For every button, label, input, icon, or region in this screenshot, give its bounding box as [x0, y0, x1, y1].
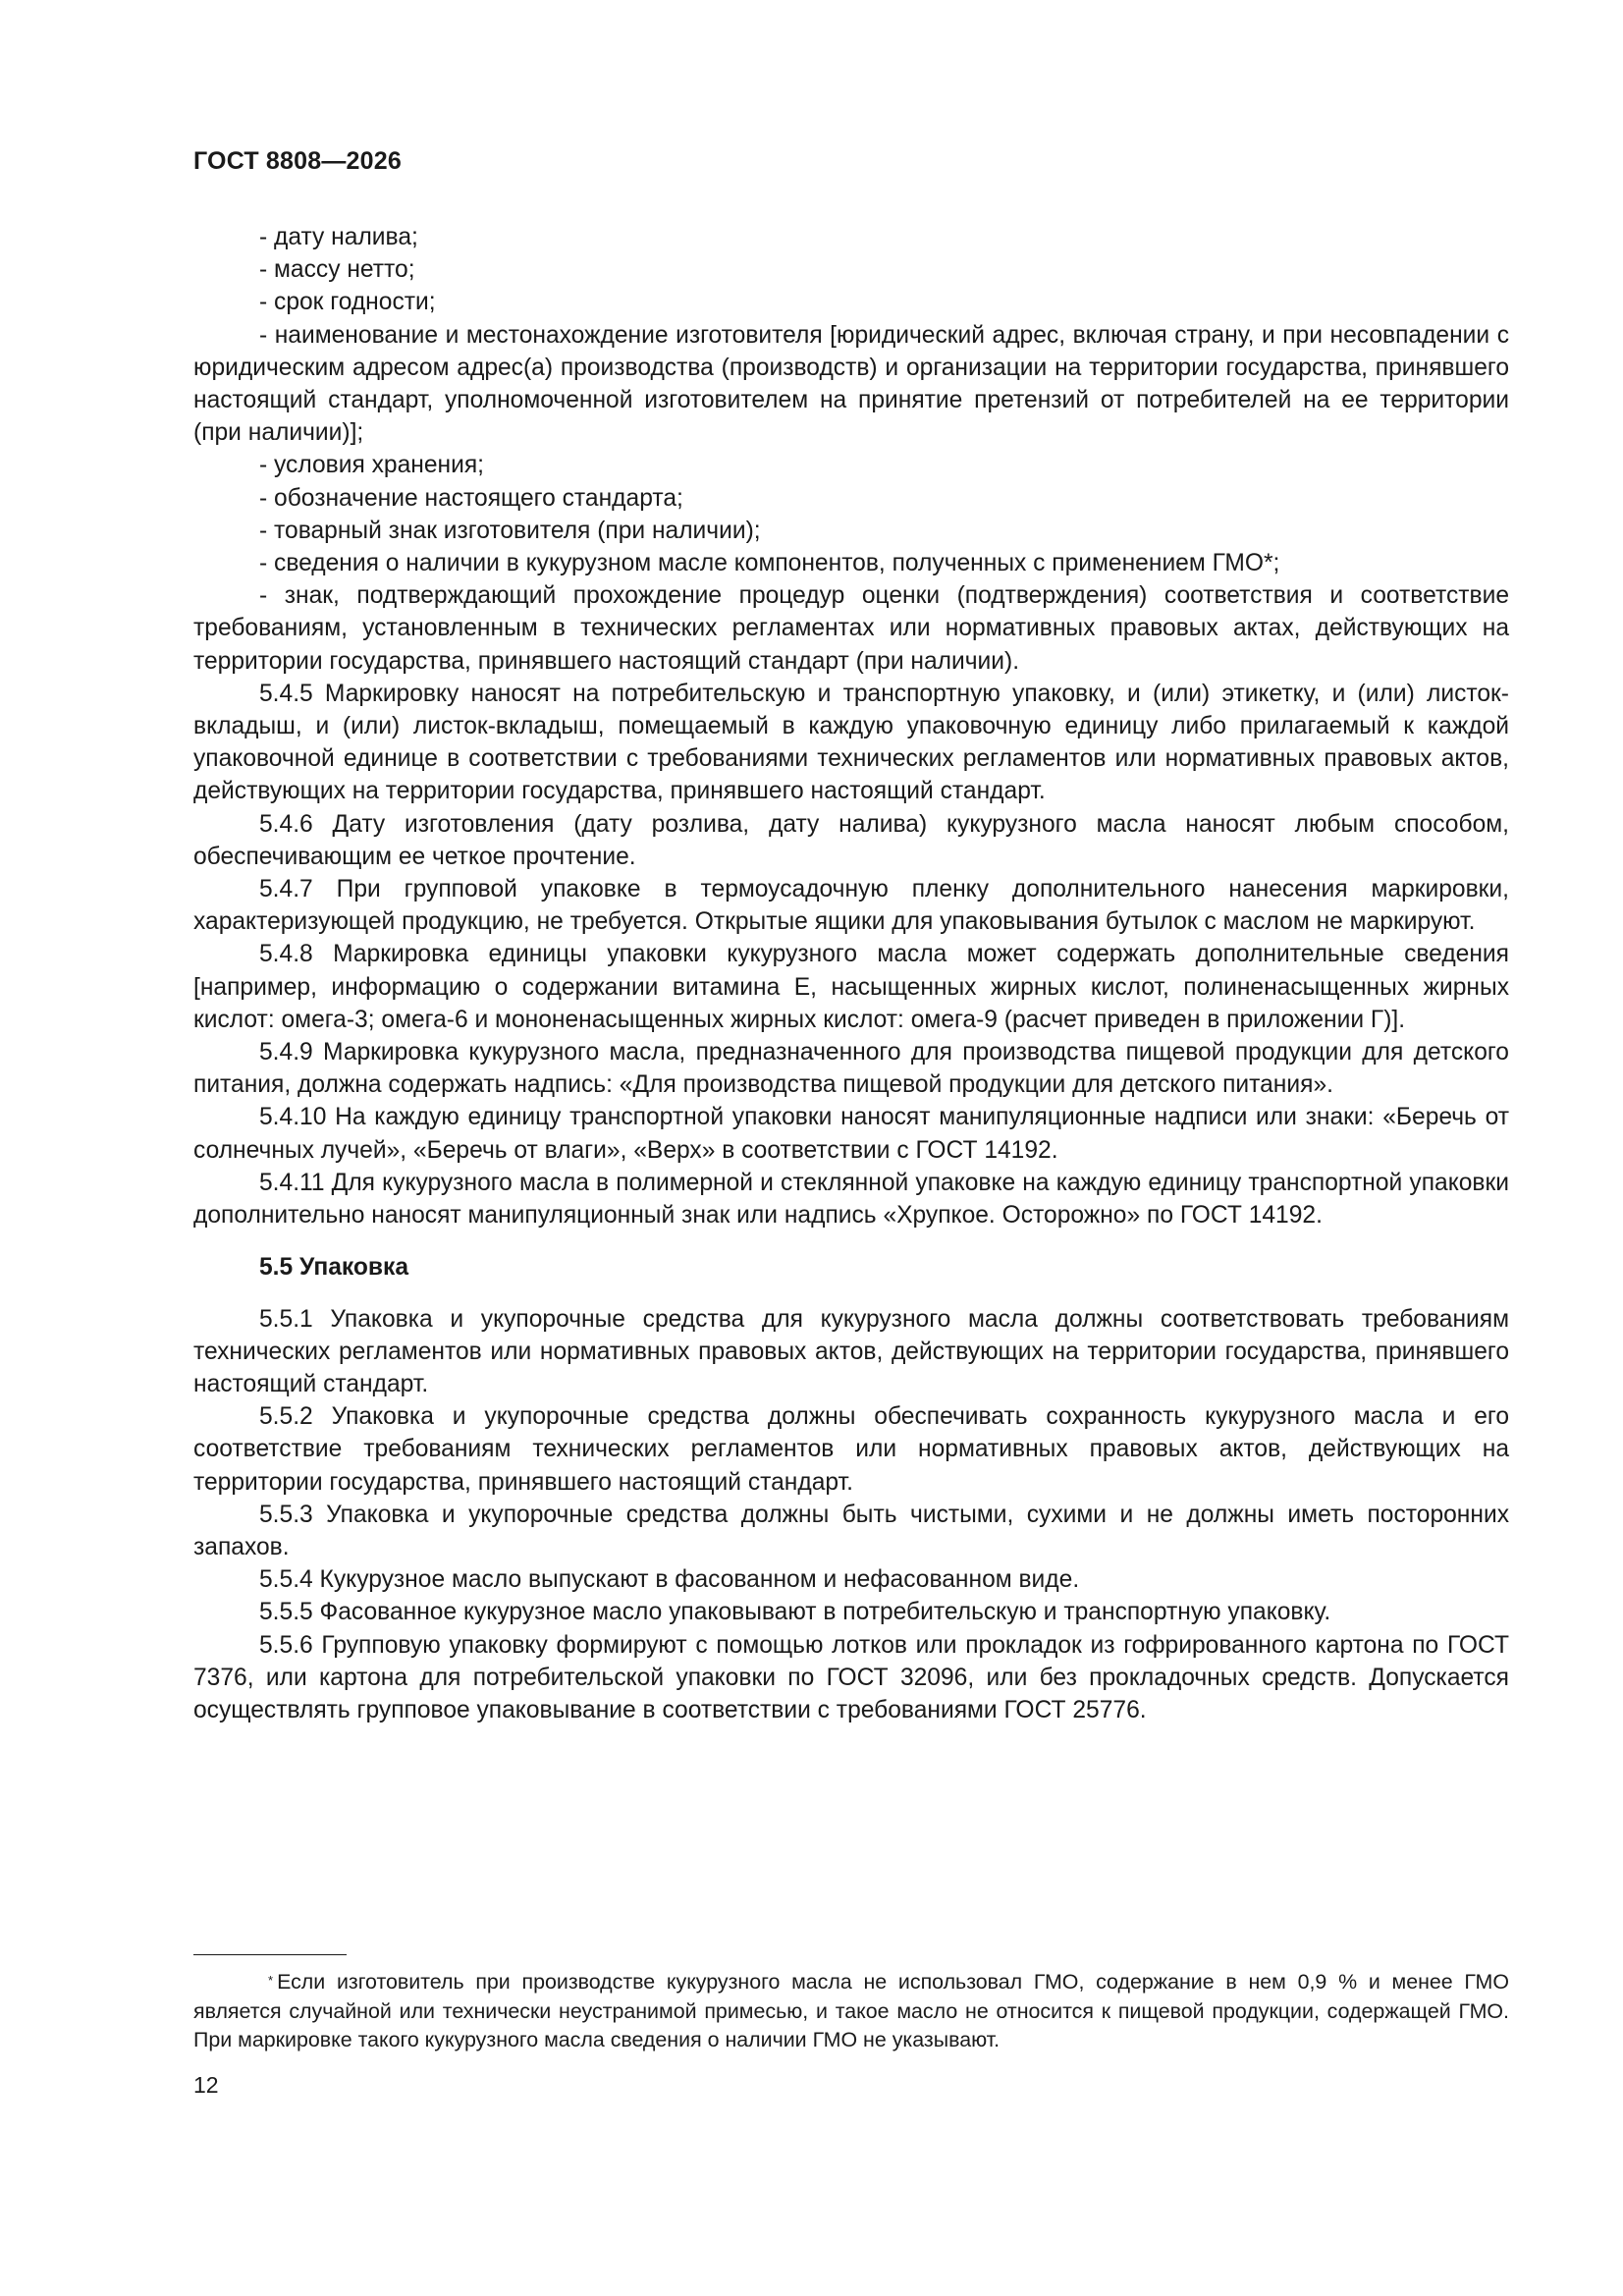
- clause-5-4-10: 5.4.10 На каждую единицу транспортной упаковки наносят манипуляционные надписи или знаки: «Беречь от солнечных лучей», «Беречь от влаги», «Верх» в соответствии с ГОСТ 14192.: [193, 1104, 1509, 1164]
- footnote-divider: [193, 1954, 347, 1955]
- list-item: - знак, подтверждающий прохождение процедур оценки (подтверждения) соответствия и соответствие требованиям, установленным в технических регламентах или нормативных правовых актах, действующих на территории государства, принявшего настоящий стандарт (при наличии).: [193, 582, 1509, 675]
- clause-5-5-5: 5.5.5 Фасованное кукурузное масло упаковывают в потребительскую и транспортную упаковку.: [259, 1599, 1331, 1626]
- main-content: [193, 221, 1509, 1726]
- clause-5-5-6: 5.5.6 Групповую упаковку формируют с помощью лотков или прокладок из гофрированного картона по ГОСТ 7376, или картона для потребительской упаковки по ГОСТ 32096, или без прокладочных средств. Допускается осуществлять групповое упаковывание в соответствии с требованиями ГОСТ 25776.: [193, 1631, 1509, 1723]
- list-item: - наименование и местонахождение изготовителя [юридический адрес, включая страну, и при несовпадении с юридическим адресом адрес(а) производства (производств) и организации на территории государства, принявшего настоящий стандарт, уполномоченной изготовителем на принятие претензий от потребителей на ее территории (при наличии)];: [193, 321, 1509, 447]
- list-item: - срок годности;: [259, 289, 436, 316]
- clause-5-4-9: 5.4.9 Маркировка кукурузного масла, предназначенного для производства пищевой продукции для детского питания, должна содержать надпись: «Для производства пищевой продукции для детского питания».: [193, 1039, 1509, 1099]
- clause-5-5-3: 5.5.3 Упаковка и укупорочные средства должны быть чистыми, сухими и не должны иметь посторонних запахов.: [193, 1501, 1509, 1560]
- document-header: ГОСТ 8808—2026: [193, 147, 402, 175]
- clause-5-4-6: 5.4.6 Дату изготовления (дату розлива, дату налива) кукурузного масла наносят любым способом, обеспечивающим ее четкое прочтение.: [193, 810, 1509, 870]
- list-item: - дату налива;: [259, 224, 418, 250]
- page-number: 12: [193, 2072, 219, 2098]
- clause-5-4-8: 5.4.8 Маркировка единицы упаковки кукурузного масла может содержать дополнительные сведения [например, информацию о содержании витамина Е, насыщенных жирных кислот, полиненасыщенных жирных кислот: омега-3; омега-6 и мононенасыщенных жирных кислот: омега-9 (расчет приведен в приложении Г)].: [193, 941, 1509, 1033]
- list-item: - массу нетто;: [259, 256, 415, 284]
- footnote-marker: *: [268, 1973, 274, 1988]
- list-item: - условия хранения;: [259, 452, 484, 479]
- clause-5-4-7: 5.4.7 При групповой упаковке в термоусадочную пленку дополнительного нанесения маркировки, характеризующей продукцию, не требуется. Открытые ящики для упаковывания бутылок с маслом не маркируют.: [193, 876, 1509, 936]
- clause-5-4-11: 5.4.11 Для кукурузного масла в полимерной и стеклянной упаковке на каждую единицу транспортной упаковки дополнительно наносят манипуляционный знак или надпись «Хрупкое. Осторожно» по ГОСТ 14192.: [193, 1169, 1509, 1230]
- clause-5-4-5: 5.4.5 Маркировку наносят на потребительскую и транспортную упаковку, и (или) этикетку, и (или) листок-вкладыш, и (или) листок-вкладыш, помещаемый в каждую упаковочную единицу либо прилагаемый к каждой упаковочной единице в соответствии с требованиями технических регламентов или нормативных правовых актов, действующих на территории государства, принявшего настоящий стандарт.: [193, 680, 1509, 805]
- list-item: - товарный знак изготовителя (при наличии);: [259, 517, 761, 544]
- clause-5-5-4: 5.5.4 Кукурузное масло выпускают в фасованном и нефасованном виде.: [259, 1566, 1080, 1594]
- footnote-text: Если изготовитель при производстве кукурузного масла не использовал ГМО, содержание в нем 0,9 % и менее ГМО является случайной или технически неустранимой примесью, и такое масло не относится к пищевой продукции, содержащей ГМО. При маркировке такого кукурузного масла сведения о наличии ГМО не указывают.: [193, 1970, 1509, 2052]
- clause-5-5-1: 5.5.1 Упаковка и укупорочные средства для кукурузного масла должны соответствовать требованиям технических регламентов или нормативных правовых актов, действующих на территории государства, принявшего настоящий стандарт.: [193, 1305, 1509, 1397]
- list-item: - обозначение настоящего стандарта;: [259, 484, 683, 512]
- section-title: 5.5 Упаковка: [259, 1254, 409, 1282]
- clause-5-5-2: 5.5.2 Упаковка и укупорочные средства должны обеспечивать сохранность кукурузного масла и его соответствие требованиям технических регламентов или нормативных правовых актов, действующих на территории государства, принявшего настоящий стандарт.: [193, 1403, 1509, 1496]
- footnote: [193, 1968, 1509, 2055]
- list-item: - сведения о наличии в кукурузном масле компонентов, полученных с применением ГМО*;: [259, 550, 1280, 577]
